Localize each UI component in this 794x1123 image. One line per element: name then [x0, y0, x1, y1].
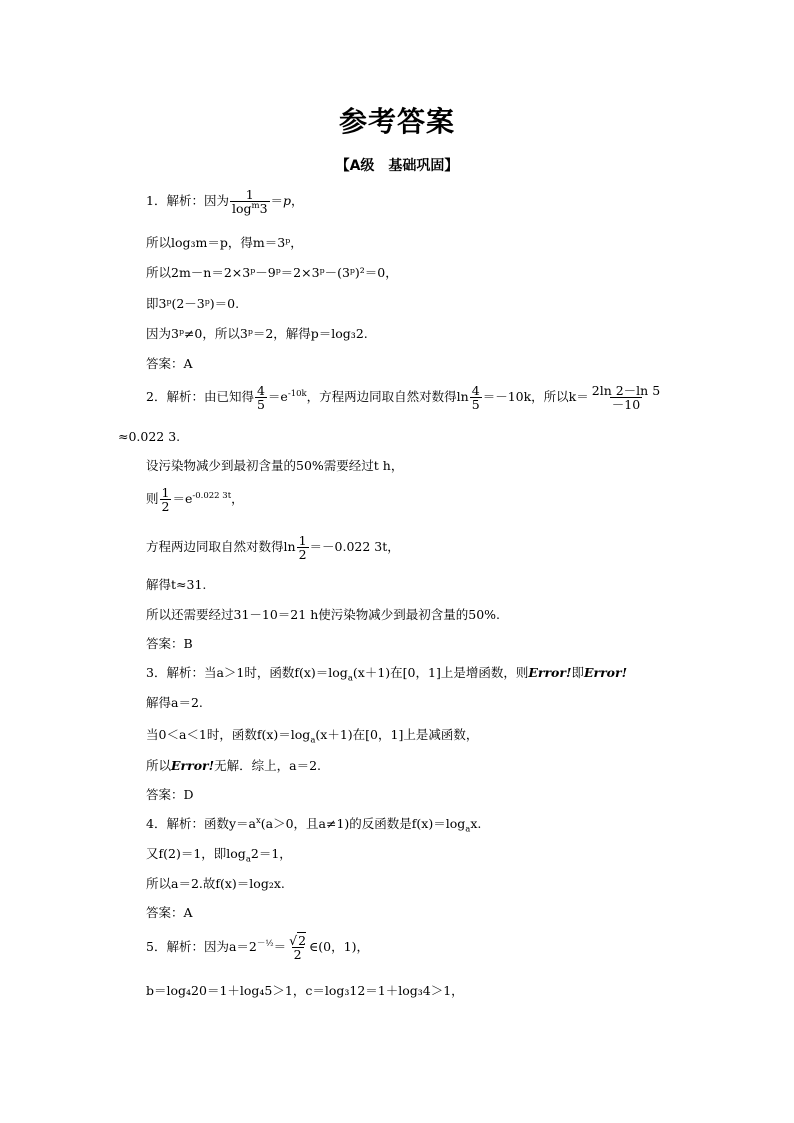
- q5-line-2: b＝log₄20＝1＋log₄5＞1，c＝log₃12＝1＋log₃4＞1，: [146, 983, 464, 998]
- q2-line-7: 所以还需要经过31－10＝21 h使污染物减少到最初含量的50%.: [146, 607, 500, 622]
- q2-answer: 答案：B: [146, 636, 193, 651]
- page-title: 参考答案: [338, 105, 455, 138]
- section-heading: 【A级 基础巩固】: [335, 158, 459, 174]
- q2-line-5: 方程两边同取自然对数得ln $\frac{1}{2}$ ＝－0.022 3t，: [146, 533, 400, 562]
- q2-line-1: 2．解析：由已知得 $\frac{4}{5}$ $=e^{-10k}$，方程两边同取自然对数得ln $\frac{4}{5}$ ＝－10k，所以k＝ $\frac{2\ln 2-\ln 5}{-10}$: [146, 383, 661, 412]
- q1-line-3: 所以2m－n＝2×3ᵖ－9ᵖ＝2×3ᵖ－(3ᵖ)²＝0，: [146, 265, 398, 280]
- q1-line-5: 因为3ᵖ≠0，所以3ᵖ＝2，解得p＝log₃2.: [146, 326, 368, 341]
- q1-line-2: 所以log₃m＝p，得m＝3ᵖ，: [146, 235, 303, 250]
- q3-answer: 答案：D: [146, 787, 194, 802]
- q1-fraction: $\frac{1}{\log^m3}$: [231, 187, 268, 216]
- q3-line-1: 3．解析：当a＞1时，函数$f(x)=\log_a(x+1)$在[0，1]上是增函数，则Error!即Error!: [146, 665, 628, 684]
- q1-line-4: 即3ᵖ(2－3ᵖ)＝0.: [146, 296, 240, 311]
- q2-line-3: 设污染物减少到最初含量的50%需要经过t h，: [146, 458, 404, 473]
- q3-line-2: 解得a＝2.: [146, 695, 203, 710]
- q1-line-1: 1．解析：因为 $\frac{1}{\log^m3}$ ＝p，: [146, 187, 304, 216]
- q4-line-1: 4．解析：函数$y=a^x(a>0$，且a≠1)的反函数是$f(x)=\log_ax$.: [146, 815, 482, 835]
- q3-line-4: 所以Error!无解．综上，a＝2.: [146, 758, 322, 773]
- q2-line-6: 解得t≈31.: [146, 577, 207, 592]
- q4-line-3: 所以a＝2.故f(x)＝log₂x.: [146, 876, 285, 891]
- q5-line-1: 5．解析：因为$a=2^{-\frac{1}{2}}=$ $\frac{√2}{2}$ ∈(0，1)，: [146, 933, 369, 962]
- q1-answer: 答案：A: [146, 356, 193, 371]
- q3-line-3: 当0＜a＜1时，函数$f(x)=\log_a(x+1)$在[0，1]上是减函数，: [146, 727, 479, 746]
- q2-line-4: 则 $\frac{1}{2}$ $=e^{-0.022 3t}$，: [146, 485, 244, 514]
- q2-line-2: ≈0.022 3.: [118, 429, 181, 444]
- q4-line-2: 又f(2)＝1，即$\log_a2=1$，: [146, 846, 292, 865]
- q4-answer: 答案：A: [146, 905, 193, 920]
